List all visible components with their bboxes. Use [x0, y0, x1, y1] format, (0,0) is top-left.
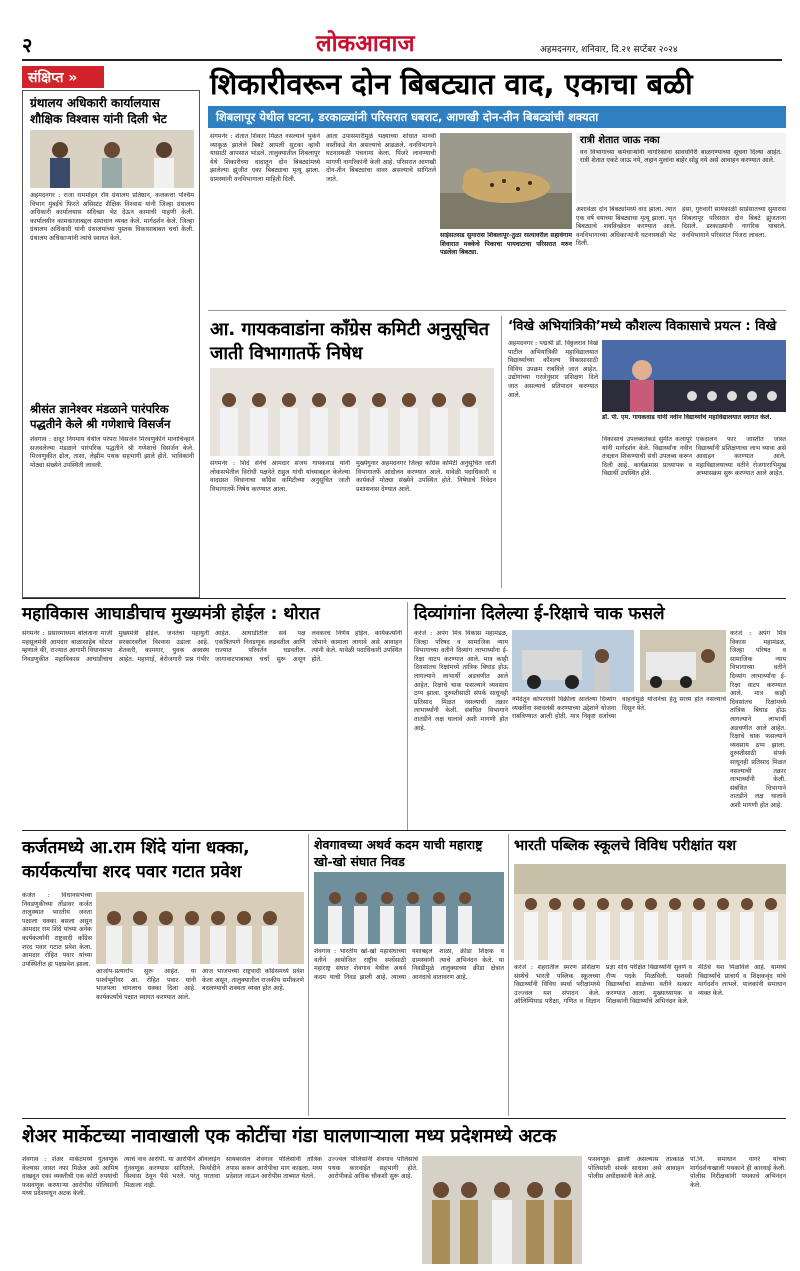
share-photo — [422, 1156, 582, 1264]
library-headline: ग्रंथालय अधिकारी कार्यालयास शौक्षिक विश्वास यांनी दिली भेट — [30, 96, 167, 126]
share-body-col2: त्याचे नाव आरोपी. या आरोपीने ऑनलाईन गुंतवणूक करण्यास सांगितले. फिर्यादीने विश्वास ठेवून पैसे भरले. परंतु परतावा मिळाला नाही. — [124, 1156, 220, 1189]
erickshaw-body-3: करंजे : अपंग मित्र विकास महामंडळ, जिल्हा परिषद व सामाजिक न्याय विभागाच्या वतीने दिव्यांग लाभार्थ्यांना ई-रिक्षा वाटप करण्यात आले. मात्र काही दिवसांतच रिक्षांमध्ये तांत्रिक बिघाड होऊ लागल्याने लाभार्थी अडचणीत आले आहेत. रिक्षाचे चाक फसल्याने व्यवसाय ठप्प झाला. दुरुस्तीसाठी संपर्क साधूनही प्रतिसाद मिळत नसल्याची तक्रार लाभार्थ्यांनी केली. संबंधित विभागाने तातडीने लक्ष घालावे अशी मागणी होत आहे. — [730, 630, 786, 809]
column-divider — [407, 602, 408, 830]
side-box — [576, 133, 786, 203]
masthead — [0, 0, 800, 62]
congress-photo — [210, 368, 494, 456]
congress-body-col1: संगमनेर : शिंदे सेनेचे आमदार संजय गायकवाड यांनी लोकसभेतील विरोधी पक्षनेते राहुल गांधी यांच्याबद्दल केलेल्या वादग्रस्त विधानाचा काँग्रेस कमिटीच्या अनुसूचित जाती विभागातर्फे निषेध करण्यात आला. — [210, 460, 350, 493]
bharati-photo — [514, 864, 786, 960]
erickshaw-photo-2 — [640, 630, 726, 692]
column-divider — [501, 316, 502, 588]
section-rule-3 — [22, 1118, 786, 1119]
dateline: अहमदनगर, शनिवार, दि.२१ सप्टेंबर २०२४ — [540, 45, 678, 55]
khokho-body: शेवगाव : भारतीय खो-खो महासंघाच्या वतीने आयोजित राष्ट्रीय स्पर्धेसाठी महाराष्ट्र संघात शेवगाव येथील अथर्व कदम याची निवड झाली आहे. त्याच्या यशाबद्दल शाळा, क्रीडा शिक्षक व ग्रामस्थांनी त्याचे अभिनंदन केले. या निवडीमुळे तालुक्याच्या क्रीडा क्षेत्रात आनंदाचे वातावरण आहे. — [314, 948, 504, 981]
sankshipt-chevron-icon: » — [63, 70, 78, 86]
ganesh-headline: श्रीसंत ज्ञानेश्वर मंडळाने पारंपरिक पद्धतीने केले श्री गणेशाचे विसर्जन — [30, 402, 171, 431]
sankshipt-badge — [22, 66, 104, 88]
ganesh-body: शेवगाव : दादूर निगमाय येथील परंपरा विसर्जन मिरवणुकीने मानाचिन्हाने सजवलेल्या मंडळाने पारंपरिक पद्धतीने श्री गणेशाचे विसर्जन केले. मिरवणुकीत ढोल, ताशा, लेझीम पथक सहभागी झाले होते. भाविकांनी मोठ्या संख्येने उपस्थिती लावली. — [30, 436, 194, 469]
share-body-col1: शेवगाव : शेअर मार्केटमध्ये गुंतवणूक केल्यास जास्त नफा मिळेल असे आमिष दाखवून एका व्यक्तीची एक कोटी रुपयांची फसवणूक करणाऱ्या आरोपीस पोलिसांनी मध्य प्रदेशमधून अटक केली. — [22, 1156, 118, 1198]
shinde-body-col3: आज भाजपच्या राष्ट्रवादी काँग्रेसमध्ये प्रवेश केला असून, तालुक्यातील राजकीय समीकरणे बदलण्याची शक्यता व्यक्त होत आहे. — [202, 968, 304, 993]
khokho-headline: शेवगावच्या अथर्व कदम याची महाराष्ट्र खो-खो संघात निवड — [314, 837, 483, 869]
side-box-body: वन विभागाच्या कर्मचाऱ्यांनी नागरिकांना सावधगिरी बाळगण्याच्या सूचना दिल्या आहेत. रात्री शेतात एकटे जाऊ नये, लहान मुलांना बाहेर सोडू नये असे आवाहन करण्यात आले. — [580, 148, 782, 165]
lead-body-col1: संगमनेर : शेतात शिकार मिळत नसल्याने भुकेने व्याकूळ झालेले बिबटे आपली सुटका व्हावी यासाठी आपसात भांडले. तालुक्यातील शिबलापूर येथे शिकारीच्या वादातून दोन बिबट्यांमध्ये झालेल्या झुंजीत एका बिबट्याचा मृत्यू झाला. ग्रामस्थांनी वनविभागाला माहिती दिली. — [210, 133, 320, 183]
share-body-col3: सायबरसेल शेवगाव पोलिसांनी तांत्रिक तपास करून आरोपीचा माग काढला. मध्य प्रदेशात जाऊन आरोपीस ताब्यात घेतले. — [226, 1156, 322, 1181]
shinde-photo — [96, 892, 304, 964]
shinde-body-col2: आजोप-प्रत्यारोप सुरू आहेत. या पार्श्वभूमीवर आ. रोहित पवार यांनी भाजपला चांगलाच धक्का दिला आहे. कार्यकर्त्यांचे पक्षात स्वागत करण्यात आले. — [96, 968, 196, 1001]
khokho-photo — [314, 872, 504, 944]
shinde-body-col1: कर्जत : विधानसभेच्या निवडणुकीच्या तोंडावर कर्जत तालुक्यात भारतीय जनता पक्षाला धक्का बसला असून आमदार राम शिंदे यांच्या अनेक कार्यकर्त्यांनी राष्ट्रवादी काँग्रेस शरद पवार गटात प्रवेश केला. आमदार रोहित पवार यांच्या उपस्थितीत हा पक्षप्रवेश झाला. — [22, 892, 92, 968]
erickshaw-body-2: नर्मदेतून कोपरगावी विक्रीला आलेल्या दिव्यांग व्यक्तींना स्वावलंबी करण्याच्या उद्देशाने योजना राबविण्यात आली होती. मात्र निकृष्ट दर्जाच्या वाहनांमुळे योजनेचा हेतू साध्य होत नसल्याचे दिसून येते. — [512, 696, 726, 721]
lead-subhead — [208, 106, 786, 128]
leopard-photo-caption: साईसतसड सुमारास शिबलापूर-तुळा रस्त्यावरील सहावेगाम शिवारात मक्केचे पिकाचा पायवाटाचा परिसरात मरुन पडलेला बिबट्या. — [440, 232, 572, 257]
erickshaw-photo — [512, 630, 634, 692]
section-rule-1 — [22, 598, 786, 599]
thorat-headline: महाविकास आघाडीचाच मुख्यमंत्री होईल : थोरात — [22, 604, 320, 624]
leopard-photo — [440, 133, 572, 229]
bharati-body-2: मीठेंचे यश मिळविले आहे. यामध्ये विद्यार्थ्यांचे प्राचार्य व शिक्षकवृंद यांचे मार्गदर्शन लाभले. पालकांनी समाधान व्यक्त केले. — [698, 964, 786, 997]
congress-headline: आ. गायकवाडांना काँग्रेस कमिटी अनुसूचित जाती विभागातर्फे निषेध — [210, 319, 490, 364]
share-body-col6: पो.नि. समाधान नागरे यांच्या मार्गदर्शनाखाली पथकाने ही कारवाई केली. पोलीस निरीक्षकांनी पथकाचे अभिनंदन केले. — [690, 1156, 786, 1189]
erickshaw-body: करंजे : अपंग मित्र विकास महामंडळ, जिल्हा परिषद व सामाजिक न्याय विभागाच्या वतीने दिव्यांग लाभार्थ्यांना ई-रिक्षा वाटप करण्यात आले. मात्र काही दिवसांतच रिक्षांमध्ये तांत्रिक बिघाड होऊ लागल्याने लाभार्थी अडचणीत आले आहेत. रिक्षाचे चाक फसल्याने व्यवसाय ठप्प झाला. दुरुस्तीसाठी संपर्क साधूनही प्रतिसाद मिळत नसल्याची तक्रार लाभार्थ्यांनी केली. संबंधित विभागाने तातडीने लक्ष घालावे अशी मागणी होत आहे. — [414, 630, 508, 732]
library-photo — [30, 130, 194, 188]
lead-body-col4: हंसा, गुरुवारी सायंकाळी साडेसातच्या सुमारास शिबलापूर परिसरात दोन बिबटे झुंजताना दिसले. डरकाळ्यांनी नागरिक घाबरले. वनविभागाने परिसरात पिंजरा लावला. — [682, 206, 786, 239]
lead-body-col5 — [210, 246, 211, 247]
vikhe-body-col1: अहमदनगर : पद्मश्री डॉ. विठ्ठलराव विखे पाटील अभियांत्रिकी महाविद्यालयात विद्यार्थ्यांच्या कौशल्य विकासासाठी विविध उपक्रम राबविले जात आहेत. उद्योगांच्या गरजेनुसार प्रशिक्षण दिले जात असल्याचे प्रतिपादन करण्यात आले. — [508, 340, 598, 399]
lead-body-col2: आता उपासमारीमुळे भक्ष्याच्या शोधात मानवी वस्तीकडे येत असल्याचे आढळले. वनविभागाने घटनास्थळी पंचनामा केला. पिंजरे लावण्याची मागणी नागरिकांनी केली आहे. परिसरात आणखी दोन-तीन बिबट्यांचा वावर असल्याचे सांगितले जाते. — [326, 133, 436, 183]
vikhe-body-col2: विकासाचे उपलब्धतेकडे सुमीत कलापूरे यांनी मार्गदर्शन केले. विद्यार्थ्यांना नवीन तंत्रज्ञान शिकण्याची संधी उपलब्ध करून दिली आहे. कार्यक्रमास प्राध्यापक व विद्यार्थी उपस्थित होते. — [602, 436, 692, 478]
shinde-headline: कर्जतमध्ये आ.राम शिंदे यांना धक्का, कार्यकर्त्यांचा शरद पवार गटात प्रवेश — [22, 838, 250, 882]
column-divider — [308, 834, 309, 1116]
masthead-rule — [22, 59, 782, 61]
library-body: अहमदनगर : राजा राममोहन रॉय ग्रंथालय प्रतिष्ठान, कलकत्ता पश्चिम विभाग मुंबईचे फिरते असिस्टंट शैक्षिक विश्वास यांनी जिल्हा ग्रंथालय अधिकारी कार्यालयास सदिच्छा भेट देऊन कामाची पाहणी केली. कार्यालयीन कामकाजाबद्दल समाधान व्यक्त केले. मार्गदर्शन केले. जिल्हा ग्रंथालय अधिकारी यांनी ग्रंथालयांच्या पुस्तक विकासाबाबत चर्चा केली. ग्रंथालय अधिकाऱ्यांनी त्यांचे स्वागत केले. — [30, 192, 194, 242]
masthead-logo: लोकआवाज — [316, 31, 415, 57]
vikhe-caption: डॉ. पी. एम. गायकवाड यांनी नवीन विद्यार्थ्यांचे महाविद्यालयात स्वागत केले. — [602, 414, 772, 421]
thorat-body: संगमनेर : प्रसारमाध्यम बोलताना माजी महसूलमंत्री आमदार बाळासाहेब थोरात म्हणाले की, राज्यात आगामी विधानसभा निवडणुकीत महाविकास आघाडीचाच मुख्यमंत्री होईल. जनतेचा महायुती सरकारवरील विश्वास उडाला आहे. शेतकरी, कामगार, युवक अस्वस्थ आहेत. महागाई, बेरोजगारी प्रश्न गंभीर आहेत. आघाडीतील सर्व पक्ष एकत्रितपणे निवडणूक लढवतील आणि राज्यात परिवर्तन घडवतील. जागावाटपाबाबत चर्चा सुरू असून लवकरच निर्णय होईल. कार्यकर्त्यांनी जोमाने कामाला लागावे असे आवाहन त्यांनी केले. यावेळी पदाधिकारी उपस्थित होते. — [22, 630, 402, 663]
lead-bottom-rule — [208, 310, 786, 311]
vikhe-body-col3: एकदालन फार जास्तीत जास्त विद्यार्थ्यांनी प्रशिक्षणाचा लाभ घ्यावा असे आवाहन करण्यात आले. महाविद्यालयाच्या वतीने रोजगाराभिमुख अभ्यासक्रम सुरू करण्यात आले आहेत. — [696, 436, 786, 478]
page-number: २ — [22, 33, 33, 57]
column-divider — [508, 834, 509, 1116]
share-body-col4: उज्ज्वल पोलिसांनी शेवगाव पोलिसांचे पथक कारवाईत सहभागी होते. आरोपीकडे अधिक चौकशी सुरू आहे. — [328, 1156, 418, 1181]
vikhe-photo — [602, 340, 786, 412]
share-headline: शेअर मार्केटच्या नावाखाली एक कोटींचा गंडा घालणाऱ्याला मध्य प्रदेशमध्ये अटक — [22, 1126, 557, 1147]
vikhe-headline: ‘विखे अभियांत्रिकी’मध्ये कौशल्य विकासाचे प्रयत्न : विखे — [508, 319, 777, 334]
congress-body-col2: मुख्येगुनार अहमदनगर जिल्हा काँग्रेस कमिटी अनुसूचित जाती विभागातर्फे आंदोलन करण्यात आले. यावेळी पदाधिकारी व कार्यकर्ते मोठ्या संख्येने उपस्थित होते. निषेधाचे निवेदन प्रशासनास देण्यात आले. — [356, 460, 496, 493]
lead-subhead-text: शिबलापूर येथील घटना, डरकाळ्यांनी परिसरात घबराट, आणखी दोन-तीन बिबट्यांची शक्यता — [216, 110, 599, 124]
share-body-col5: फसवणूक झाली असल्यास तात्काळ पोलिसांशी संपर्क साधावा असे आवाहन पोलीस अधीक्षकांनी केले आहे. — [588, 1156, 684, 1181]
lead-headline: शिकारीवरून दोन बिबट्यात वाद, एकाचा बळी — [210, 67, 693, 101]
bharati-body: करंजे : शहरातील स्मरण प्रशिक्षण संस्थेचे भारती पब्लिक स्कूलच्या विद्यार्थ्यांनी विविध स्पर्धा परीक्षांमध्ये उज्ज्वल यश संपादन केले. ऑलिम्पियाड परीक्षा, गणित व विज्ञान प्रज्ञा शोध परीक्षेत विद्यार्थ्यांनी सुवर्ण व रौप्य पदके मिळविली. यशस्वी विद्यार्थ्यांचा शाळेच्या वतीने सत्कार करण्यात आला. मुख्याध्यापक व शिक्षकांनी विद्यार्थ्यांचे अभिनंदन केले. — [514, 964, 692, 1006]
lead-body-col3: अशावेळा दोन बिबट्यांमध्ये वाद झाला. त्यात एक वर्षे वयाच्या बिबट्याचा मृत्यू झाला. मृत बिबट्याचे शवविच्छेदन करण्यात आले. वनविभागाच्या अधिकाऱ्यांनी घटनास्थळी भेट दिली. — [576, 206, 676, 248]
sankshipt-label: संक्षिप्त — [28, 70, 64, 86]
erickshaw-headline: दिव्यांगांना दिलेल्या ई-रिक्षाचे चाक फसले — [414, 604, 665, 624]
side-box-headline: रात्री शेतात जाऊ नका — [580, 135, 660, 146]
bharati-headline: भारती पब्लिक स्कूलचे विविध परीक्षांत यश — [514, 838, 737, 854]
section-rule-2 — [22, 830, 786, 831]
